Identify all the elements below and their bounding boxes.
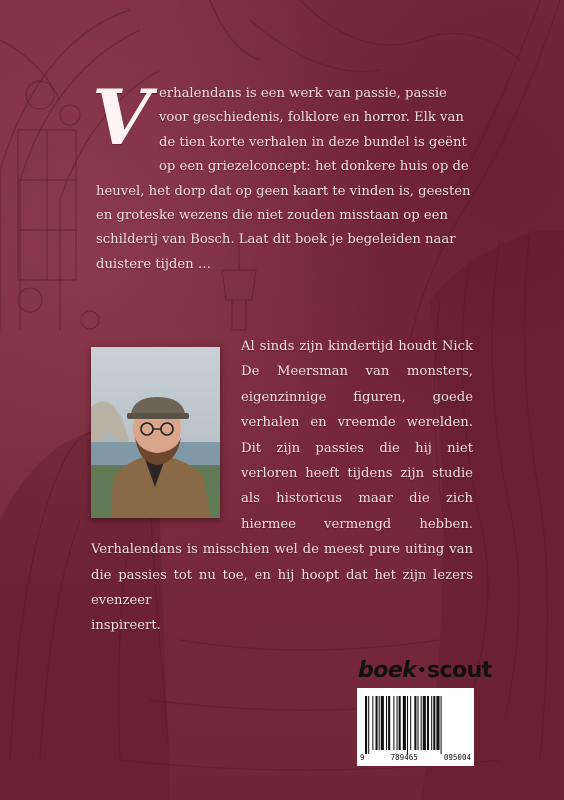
isbn-barcode xyxy=(357,688,474,766)
barcode-group-2: 095004 xyxy=(443,753,471,762)
barcode-bar xyxy=(397,696,398,750)
barcode-bar xyxy=(410,696,411,750)
drop-cap-letter: V xyxy=(92,73,151,162)
barcode-bar xyxy=(365,696,367,754)
barcode-bar xyxy=(436,696,439,750)
back-cover-blurb xyxy=(92,73,478,277)
author-bio-text: Al sinds zijn kindertijd houdt Nick De Meersman van monsters, eigenzinnige figuren, goede verhalen en vreemde werelden. Dit zijn passies die hij niet verloren heeft tijdens zijn studie als historicus maar die zich hiermee vermengd hebben. Verhalendans is misschien wel de meest pure uiting van die passies tot nu toe, en hij hoopt dat het zijn lezers evenzeer xyxy=(91,339,473,609)
barcode-bar xyxy=(421,696,422,750)
publisher-logo-part2: scout xyxy=(426,658,492,683)
barcode-bar xyxy=(368,696,369,754)
publisher-logo-separator: • xyxy=(417,663,426,679)
barcode-digits xyxy=(360,753,471,762)
barcode-bar xyxy=(372,696,373,750)
barcode-lead-digit: 9 xyxy=(360,753,365,762)
barcode-bar xyxy=(376,696,378,750)
barcode-bar xyxy=(431,696,432,750)
barcode-bar xyxy=(423,696,426,750)
barcode-bar xyxy=(393,696,394,750)
barcode-bar xyxy=(427,696,429,750)
barcode-bars xyxy=(357,692,474,756)
barcode-bar xyxy=(388,696,390,750)
blurb-text: erhalendans is een werk van passie, passie voor geschiedenis, folklore en horror. Elk van de tien korte verhalen in deze bundel is geënt op een griezelconcept: het donkere huis op de heuvel, het dorp dat op geen kaart te vinden is, geesten en groteske wezens die niet zouden misstaan op een schilderij van Bosch. Laat dit boek je begeleiden naar duistere tijden … xyxy=(96,86,471,272)
barcode-bar xyxy=(407,696,408,754)
publisher-logo-part1: boek xyxy=(358,658,417,683)
barcode-bar xyxy=(379,696,380,750)
barcode-bar xyxy=(441,696,442,754)
barcode-bar xyxy=(381,696,384,750)
barcode-bar xyxy=(399,696,401,750)
barcode-bar xyxy=(414,696,416,750)
author-bio-last-line: inspireert. xyxy=(91,618,161,634)
barcode-bar xyxy=(418,696,419,750)
publisher-logo xyxy=(358,658,492,684)
author-bio xyxy=(91,334,473,639)
barcode-bar xyxy=(386,696,387,750)
barcode-group-1: 789465 xyxy=(390,753,418,762)
barcode-bar xyxy=(403,696,406,750)
barcode-bar xyxy=(433,696,435,750)
